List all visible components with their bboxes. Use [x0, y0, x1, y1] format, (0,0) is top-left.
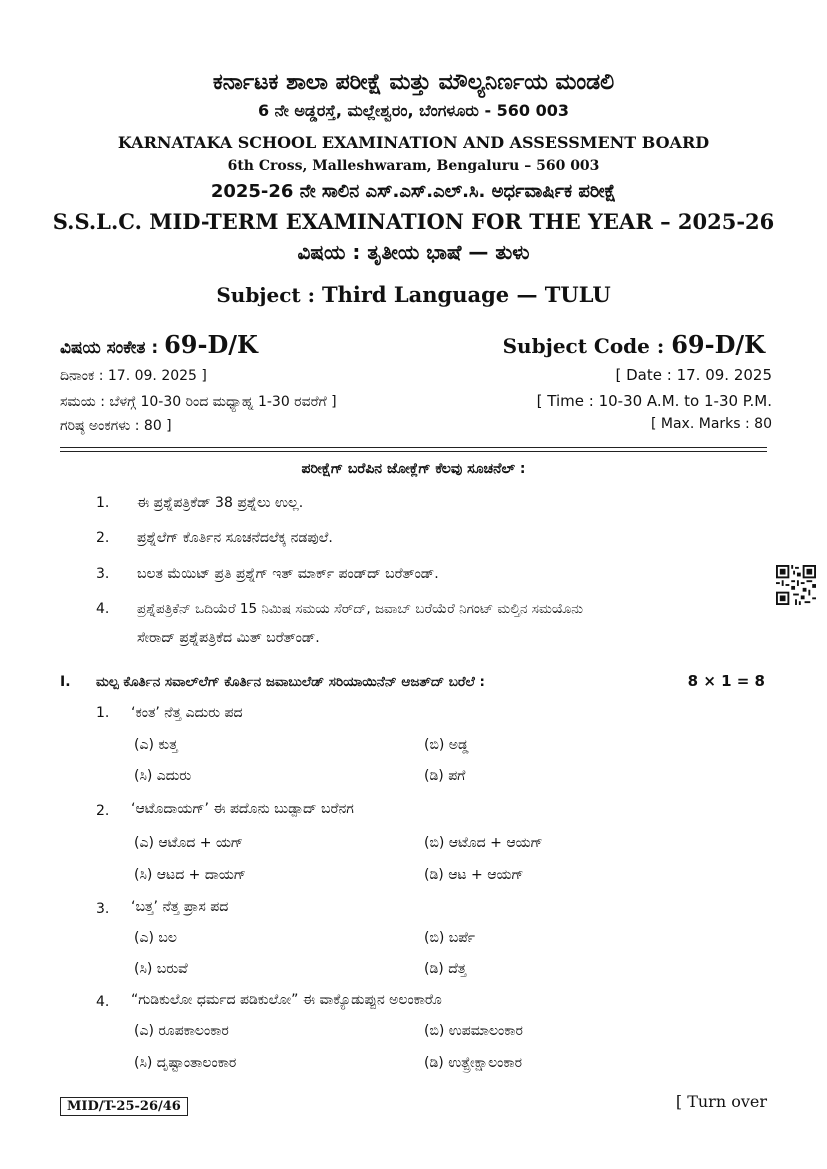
section-title: ಮಲ್ಪ ಕೊರ್ತಿನ ಸವಾಲ್‌ಲೆಗ್ ಕೊರ್ತಿನ ಜವಾಬುಲೆಡ್ ಸರಿಯಾಯಿನೆನ್ ಆಜತ್‌ದ್ ಬರೆಲೆ : [96, 674, 485, 690]
option-d: (ಡಿ) ಪಗೆ [424, 768, 466, 784]
instruction-text-continued: ಸೇರಾದ್ ಪ್ರಶ್ನೆಪತ್ರಿಕೆದ ಮಿತ್ ಬರೆತ್ಂಡ್. [137, 630, 320, 646]
option-a: (ಎ) ಆಟೊದ + ಯಗ್ [134, 835, 244, 851]
instruction-number: 3. [96, 566, 110, 582]
time-kannada: ಸಮಯ : ಬೆಳಗ್ಗೆ 10-30 ರಿಂದ ಮಧ್ಯಾಹ್ನ 1-30 ರವರೆಗೆ ] [60, 394, 337, 410]
option-d: (ಡಿ) ಉತ್ಪ್ರೇಕ್ಷಾಲಂಕಾರ [424, 1055, 523, 1071]
option-a: (ಎ) ರೂಪಕಾಲಂಕಾರ [134, 1023, 229, 1039]
exam-title-kannada: 2025-26 ನೇ ಸಾಲಿನ ಎಸ್.ಎಸ್.ಎಲ್.ಸಿ. ಅರ್ಧವಾರ್ಷಿಕ ಪರೀಕ್ಷೆ [210, 181, 617, 202]
instruction-text: ಪ್ರಶ್ನೆಪತ್ರಿಕೆನ್ ಒದಿಯೆರೆ 15 ನಿಮಿಷ ಸಮಯ ಸೆರ್‌ದ್, ಜವಾಬ್ ಬರೆಯೆರೆ ನಿಗಂಟ್ ಮಲ್ತಿನ ಸಮಯೊನು [137, 601, 584, 617]
question-number: 3. [96, 901, 110, 917]
instruction-text: ಈ ಪ್ರಶ್ನೆಪತ್ರಿಕೆಡ್ 38 ಪ್ರಶ್ನೆಲು ಉಲ್ಲ. [137, 495, 304, 511]
question-text: ‘ಕಂತ’ ನೆತ್ತ ಎದುರು ಪದ [131, 705, 243, 721]
option-d: (ಡಿ) ಆಟ + ಆಯಗ್ [424, 867, 524, 883]
option-c: (ಸಿ) ಆಟದ + ದಾಯಗ್ [134, 867, 246, 883]
question-number: 4. [96, 994, 110, 1010]
instruction-number: 4. [96, 601, 110, 617]
option-c: (ಸಿ) ಎದುರು [134, 768, 192, 784]
subject-english [0, 282, 827, 307]
instruction-number: 2. [96, 530, 110, 546]
board-address-english: 6th Cross, Malleshwaram, Bengaluru – 560 003 [227, 158, 600, 174]
max-marks-kannada: ಗರಿಷ್ಠ ಅಂಕಗಳು : 80 ] [60, 418, 172, 434]
option-b: (ಬಿ) ಆಟೊದ + ಆಯಗ್ [424, 835, 543, 851]
board-name-kannada: ಕರ್ನಾಟಕ ಶಾಲಾ ಪರೀಕ್ಷೆ ಮತ್ತು ಮೌಲ್ಯನಿರ್ಣಯ ಮಂಡಲಿ [212, 70, 615, 95]
subject-english-value: Third Language — TULU [321, 282, 611, 307]
option-c: (ಸಿ) ಬರುವೆ [134, 961, 188, 977]
option-a: (ಎ) ಕುತ್ತ [134, 737, 178, 753]
board-name-english: KARNATAKA SCHOOL EXAMINATION AND ASSESSMENT BOARD [117, 133, 710, 152]
subject-english-label: Subject : [216, 283, 322, 307]
subject-code-english-label: Subject Code : [502, 334, 672, 358]
option-d: (ಡಿ) ದೆತ್ತ [424, 961, 467, 977]
option-b: (ಬಿ) ಬರ್ಪೆ [424, 930, 476, 946]
subject-code-kannada [60, 330, 258, 359]
option-a: (ಎ) ಬಲ [134, 930, 177, 946]
question-number: 1. [96, 705, 110, 721]
date-english: [ Date : 17. 09. 2025 [615, 366, 772, 384]
paper-code: MID/T-25-26/46 [60, 1097, 188, 1116]
instruction-number: 1. [96, 495, 110, 511]
question-number: 2. [96, 803, 110, 819]
max-marks-english: [ Max. Marks : 80 [650, 416, 772, 432]
subject-code-english-value: 69-D/K [671, 330, 765, 359]
option-b: (ಬಿ) ಉಪಮಾಲಂಕಾರ [424, 1023, 523, 1039]
exam-title-english: S.S.L.C. MID-TERM EXAMINATION FOR THE YEAR – 2025-26 [52, 209, 775, 234]
subject-code-english [503, 330, 765, 359]
subject-code-kannada-label: ವಿಷಯ ಸಂಕೇತ : [60, 338, 165, 358]
option-c: (ಸಿ) ದೃಷ್ಟಾಂತಾಲಂಕಾರ [134, 1055, 237, 1071]
divider-bottom [60, 451, 767, 452]
instructions-title: ಪರೀಕ್ಷೆಗ್ ಬರೆಪಿನ ಜೋಕ್ಲೆಗ್ ಕೆಲವು ಸೂಚನೆಲ್ : [301, 461, 526, 477]
instruction-text: ಪ್ರಶ್ನೆಲೆಗ್ ಕೊರ್ತಿನ ಸೂಚನೆದಲೆಕ್ಕ ನಡಪುಲೆ. [137, 530, 333, 546]
date-kannada: ದಿನಾಂಕ : 17. 09. 2025 ] [60, 368, 207, 384]
turn-over-note: [ Turn over [675, 1092, 767, 1111]
instruction-text: ಬಲತ ಮೆಯಿಟ್ ಪ್ರತಿ ಪ್ರಶ್ನೆಗ್ ಇತ್ ಮಾರ್ಕ್ ಪಂಡ್‌ದ್ ಬರೆತ್ಂಡ್. [137, 566, 439, 582]
board-address-kannada: 6 ನೇ ಅಡ್ಡರಸ್ತೆ, ಮಲ್ಲೇಶ್ವರಂ, ಬೆಂಗಳೂರು - 560 003 [257, 101, 570, 120]
time-english: [ Time : 10-30 A.M. to 1-30 P.M. [536, 392, 772, 410]
section-number: I. [60, 674, 71, 690]
section-marks: 8 × 1 = 8 [687, 672, 765, 690]
question-text: ‘ಬತ್ತ’ ನೆತ್ತ ಪ್ರಾಸ ಪದ [131, 899, 229, 915]
question-text: ‘ಆಟೊದಾಯಗ್’ ಈ ಪದೊನು ಬುಡ್ಪಾದ್ ಬರೆನಗ [131, 801, 354, 817]
option-b: (ಬಿ) ಅಡ್ಡ [424, 737, 469, 753]
question-text: “ಗುಡಿಕುಲೋ ಧರ್ಮದ ಪಡಿಕುಲೋ” ಈ ವಾಕ್ಯೊಡುಪ್ಪುನ ಅಲಂಕಾರೊ [131, 992, 442, 1008]
subject-kannada: ವಿಷಯ : ತೃತೀಯ ಭಾಷೆ — ತುಳು [297, 240, 530, 264]
qr-code-icon [776, 565, 816, 605]
divider-top [60, 447, 767, 448]
subject-code-kannada-value: 69-D/K [164, 330, 258, 359]
